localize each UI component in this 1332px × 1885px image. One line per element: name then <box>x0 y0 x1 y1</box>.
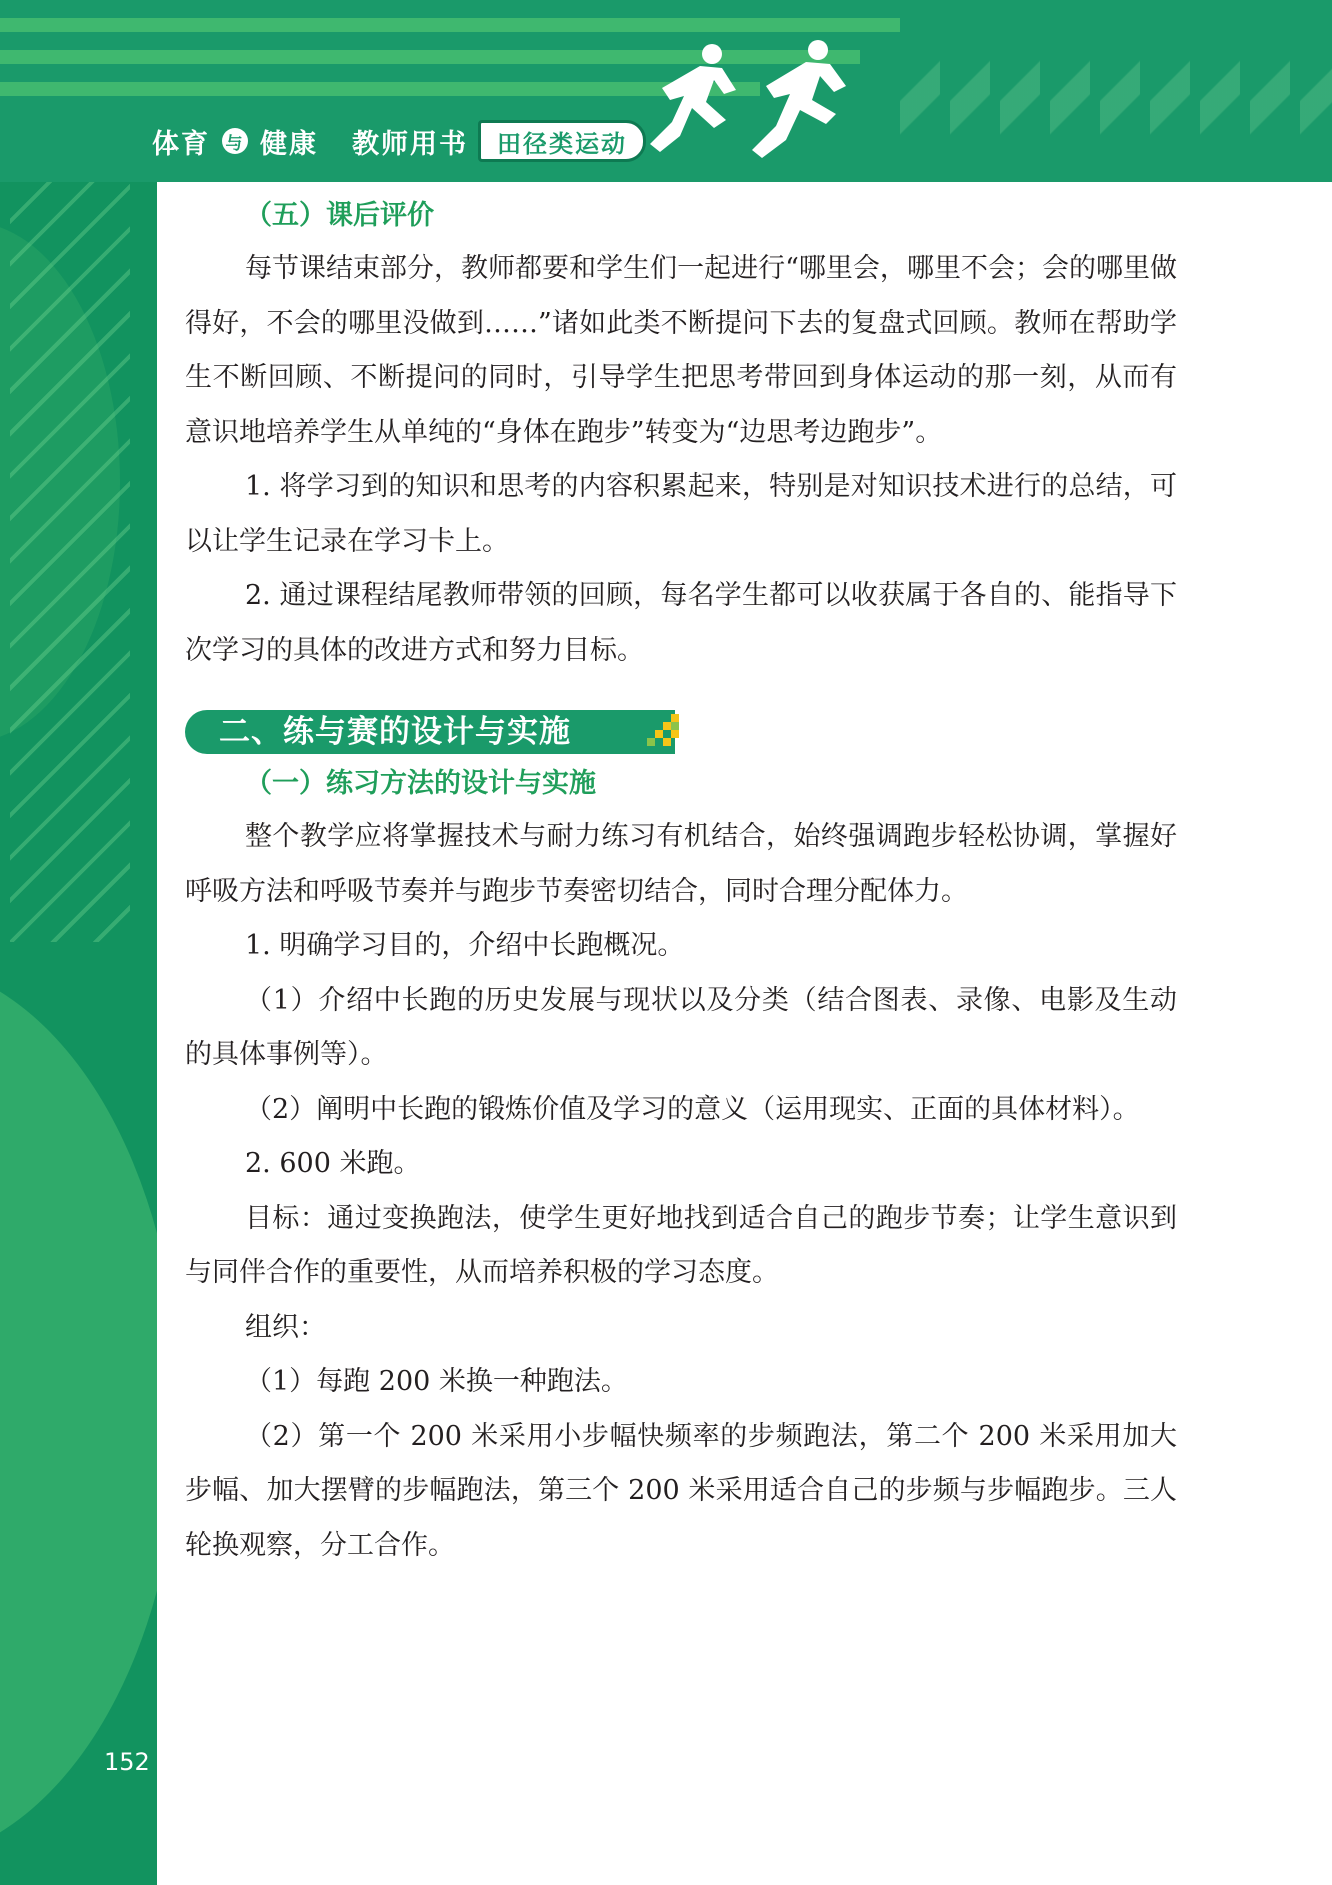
paragraph: 1. 明确学习目的，介绍中长跑概况。 <box>245 930 685 961</box>
header-stripe <box>0 18 900 32</box>
side-decoration <box>0 182 157 1885</box>
chevron-decoration <box>1200 0 1240 182</box>
section-heading-5: （五）课后评价 <box>245 200 434 231</box>
paragraph: 每节课结束部分，教师都要和学生们一起进行“哪里会，哪里不会；会的哪里做得好，不会的哪里没做到……”诸如此类不断提问下去的复盘式回顾。教师在帮助学生不断回顾、不断提问的同时，引导学生把思考带回到身体运动的那一刻，从而有意识地培养学生从单纯的“身体在跑步”转变为“边思考边跑步”。 <box>185 253 1177 448</box>
chevron-decoration <box>1000 0 1040 182</box>
header-title-right: 健康 <box>260 128 318 160</box>
paragraph: 组织： <box>245 1311 326 1343</box>
chevron-decoration <box>1300 0 1332 182</box>
chevron-decoration <box>1250 0 1290 182</box>
section-title-bar <box>185 710 675 754</box>
book-type-label: 教师用书 <box>352 128 468 160</box>
category-badge: 田径类运动 <box>478 120 646 162</box>
subsection-heading-1: （一）练习方法的设计与实施 <box>245 768 596 799</box>
checker-pattern-icon <box>647 714 681 750</box>
paragraph: （2）阐明中长跑的锻炼价值及学习的意义（运用现实、正面的具体材料）。 <box>245 1093 1140 1125</box>
page-header <box>0 0 1332 182</box>
paragraph: （2）第一个 200 米采用小步幅快频率的步频跑法，第二个 200 米采用加大步幅、加大摆臂的步幅跑法，第三个 200 米采用适合自己的步频与步幅跑步。三人轮换观察，分工合作。 <box>185 1420 1177 1561</box>
header-title <box>152 120 646 162</box>
chevron-decoration <box>1100 0 1140 182</box>
paragraph: （1）介绍中长跑的历史发展与现状以及分类（结合图表、录像、电影及生动的具体事例等）。 <box>185 984 1177 1070</box>
chevron-decoration <box>1050 0 1090 182</box>
runner-icon <box>640 40 880 160</box>
header-title-left: 体育 <box>152 128 210 160</box>
paragraph: 1. 将学习到的知识和思考的内容积累起来，特别是对知识技术进行的总结，可以让学生记录在学习卡上。 <box>185 471 1177 557</box>
section-title: 二、练与赛的设计与实施 <box>219 714 571 750</box>
page-number: 152 <box>104 1748 150 1776</box>
paragraph: 2. 通过课程结尾教师带领的回顾，每名学生都可以收获属于各自的、能指导下次学习的具体的改进方式和努力目标。 <box>185 580 1177 666</box>
chevron-decoration <box>1150 0 1190 182</box>
main-content <box>185 190 1177 1573</box>
paragraph: 目标：通过变换跑法，使学生更好地找到适合自己的跑步节奏；让学生意识到与同伴合作的重要性，从而培养积极的学习态度。 <box>185 1202 1177 1288</box>
connector-badge: 与 <box>222 128 248 154</box>
paragraph: 整个教学应将掌握技术与耐力练习有机结合，始终强调跑步轻松协调，掌握好呼吸方法和呼吸节奏并与跑步节奏密切结合，同时合理分配体力。 <box>185 821 1177 907</box>
chevron-decoration <box>950 0 990 182</box>
chevron-decoration <box>900 0 940 182</box>
paragraph: 2. 600 米跑。 <box>245 1148 421 1179</box>
paragraph: （1）每跑 200 米换一种跑法。 <box>245 1366 628 1397</box>
